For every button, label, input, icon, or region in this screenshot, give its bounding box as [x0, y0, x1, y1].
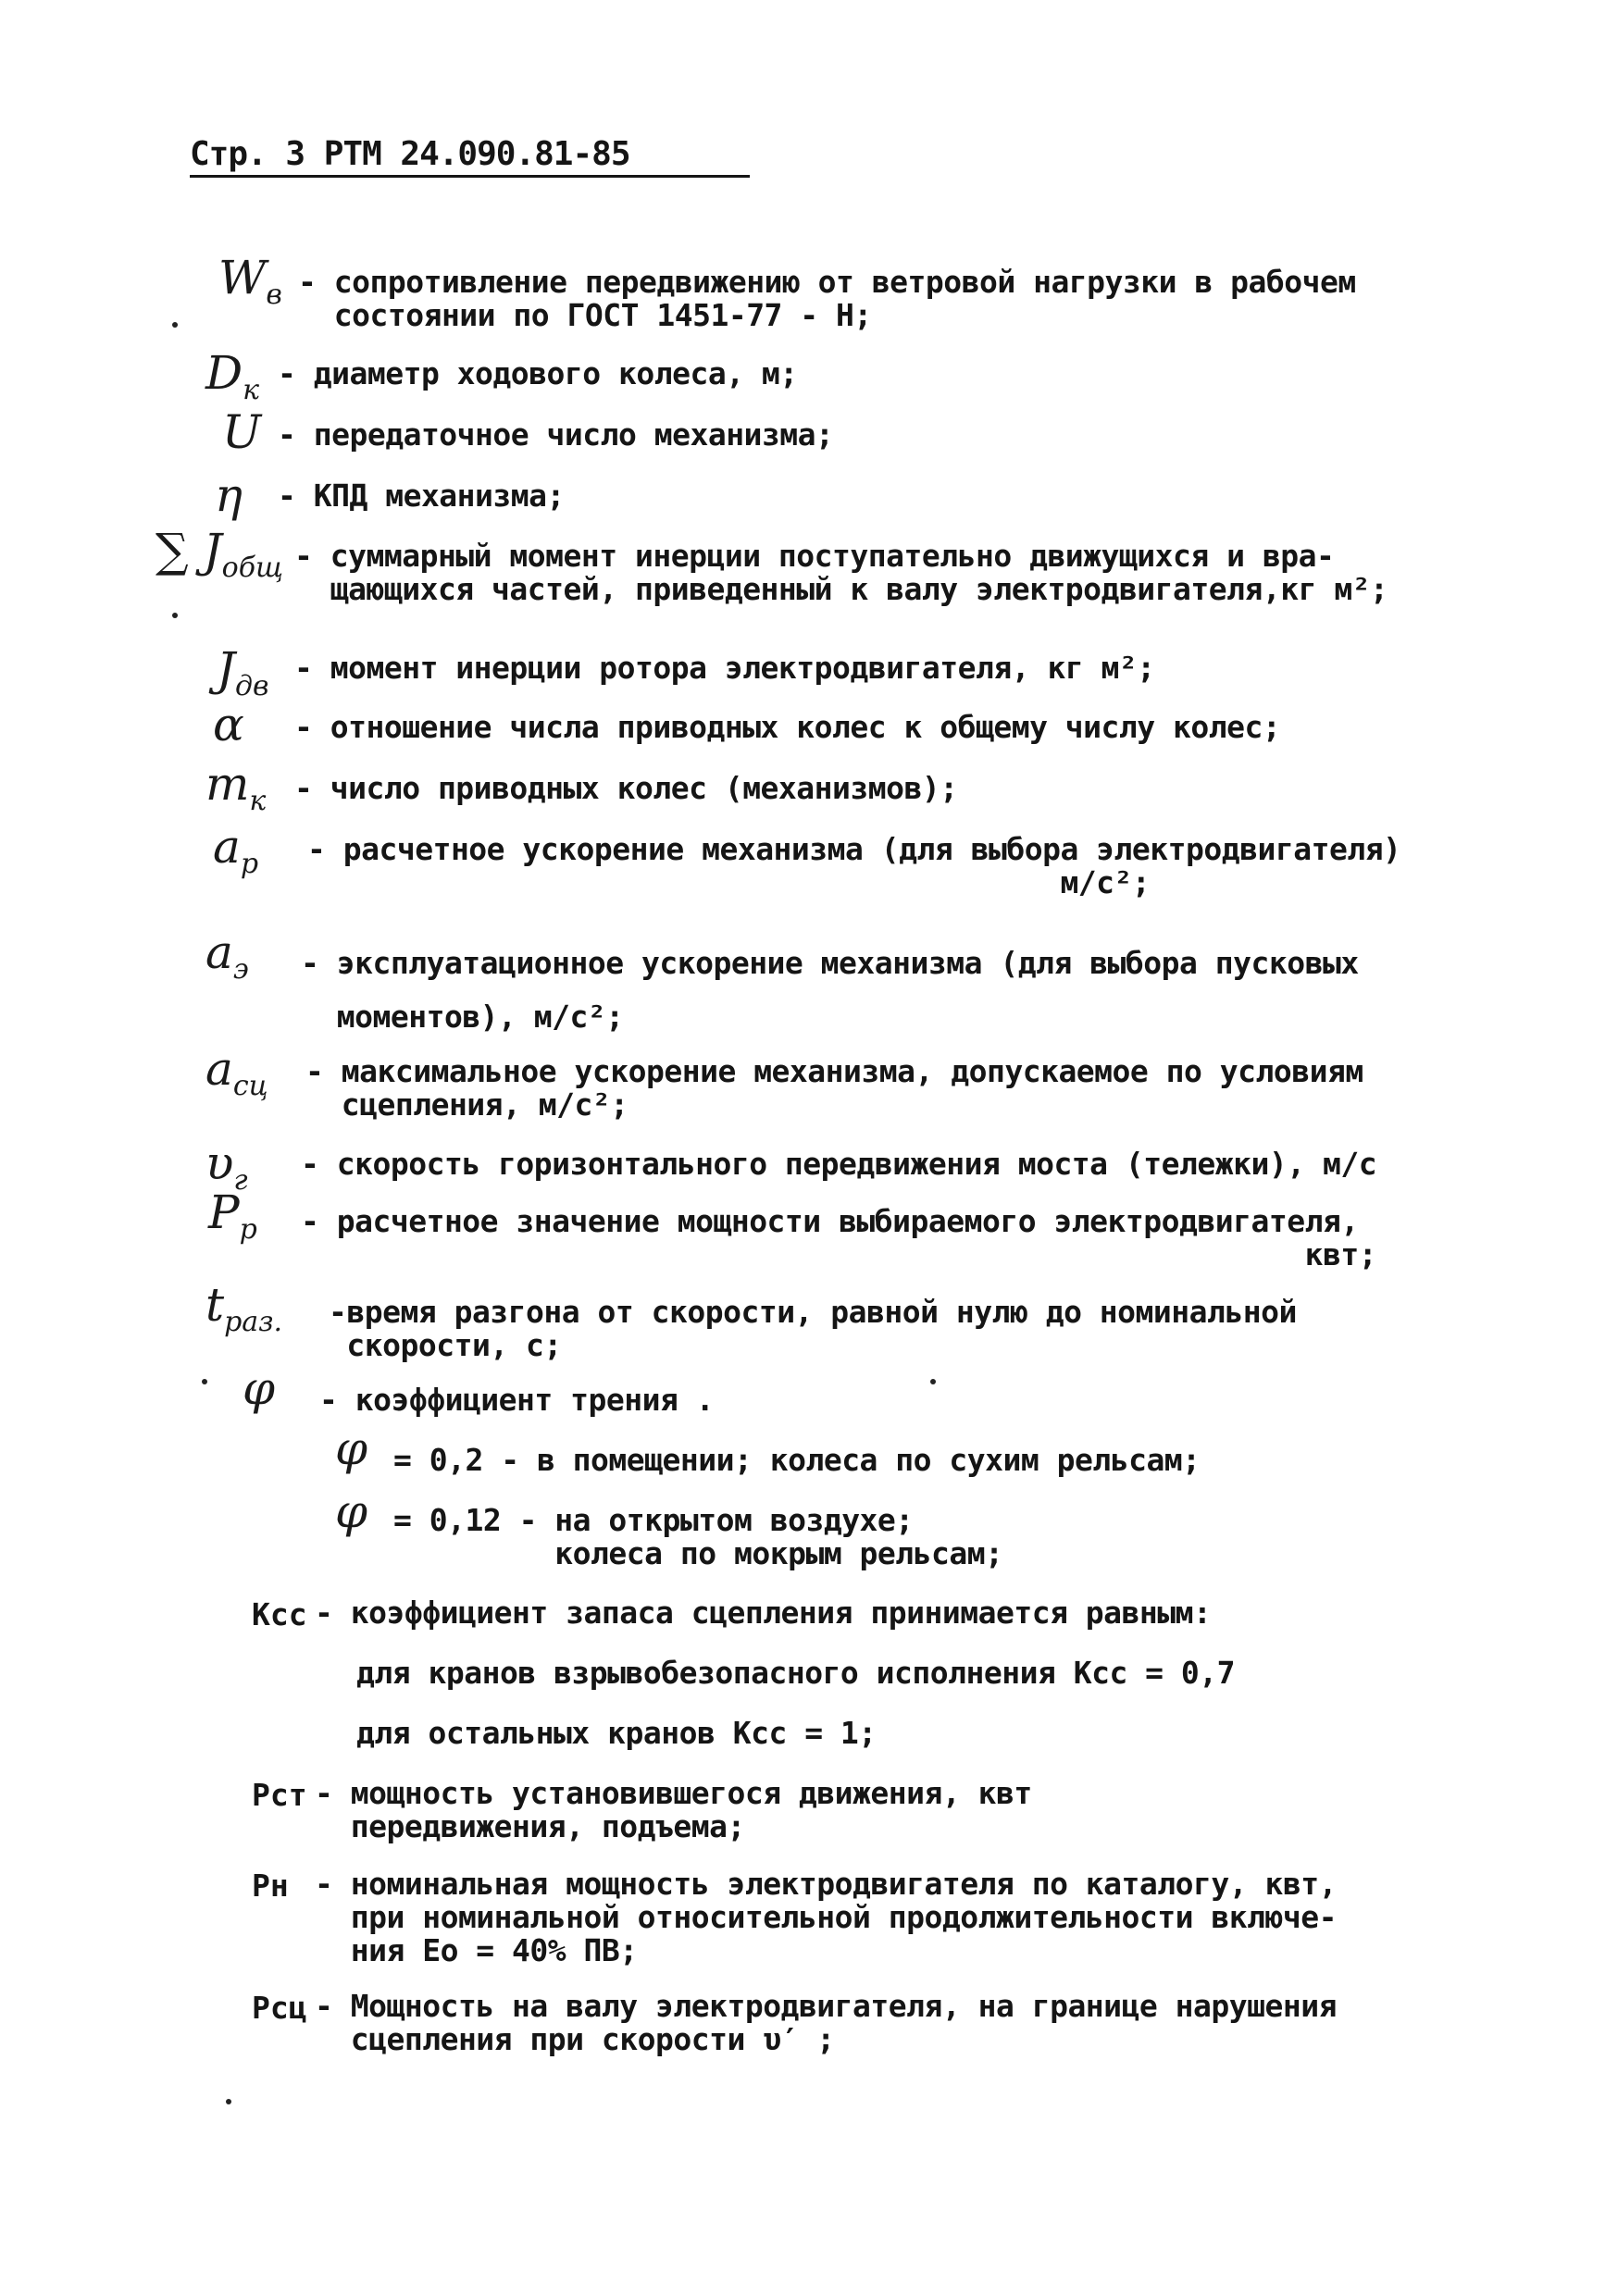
definition-text: - мощность установившегося движения, квт передвижения, подъема;	[315, 1775, 1032, 1844]
symbol-w: $W_в$	[218, 251, 282, 311]
symbol-d: $D_к$	[205, 346, 260, 406]
page-header: Стр. 3 РТМ 24.090.81-85	[190, 135, 750, 178]
scan-speck	[172, 322, 178, 328]
scan-speck	[202, 1379, 207, 1384]
definition-text: - КПД механизма;	[278, 478, 565, 514]
definition-text: - максимальное ускорение механизма, допускаемое по условиям сцепления, м/с²;	[305, 1053, 1363, 1123]
label-ksc: Ксс	[252, 1596, 307, 1632]
symbol-u: U	[222, 405, 262, 459]
definition-text: - скорость горизонтального передвижения моста (тележки), м/с	[301, 1146, 1377, 1182]
symbol-t: $t_{раз.}$	[205, 1278, 283, 1338]
definition-text: - диаметр ходового колеса, м;	[278, 355, 798, 391]
definition-text: - число приводных колес (механизмов);	[294, 770, 958, 806]
symbol-sum-j: ∑ $J_{общ}$	[156, 524, 284, 584]
symbol-alpha: α	[213, 698, 244, 751]
definition-text: - коэффициент запаса сцепления принимается равным:	[315, 1595, 1212, 1631]
definition-text: - суммарный момент инерции поступательно движущихся и вра- щающихся частей, приведенный к валу электродвигателя,кг м²;	[294, 538, 1388, 607]
symbol-phi: φ	[335, 1421, 368, 1475]
definition-text: - расчетное ускорение механизма (для выбора электродвигателя) м/с²;	[307, 831, 1401, 900]
scan-speck	[930, 1379, 936, 1384]
symbol-eta: η	[215, 468, 243, 522]
symbol-phi: φ	[243, 1361, 276, 1415]
label-pn: Рн	[252, 1868, 289, 1904]
text-line: для кранов взрывобезопасного исполнения Ксс = 0,7	[356, 1655, 1236, 1691]
scan-speck	[172, 613, 178, 618]
symbol-phi: φ	[335, 1484, 368, 1538]
definition-text: - расчетное значение мощности выбираемого электродвигателя, квт;	[301, 1203, 1377, 1272]
definition-text: -время разгона от скорости, равной нулю до номинальной скорости, с;	[329, 1294, 1297, 1363]
phi-value-text: = 0,2 - в помещении; колеса по сухим рельсам;	[393, 1442, 1201, 1478]
text-line: для остальных кранов Ксс = 1;	[356, 1715, 877, 1751]
symbol-j-dv: $J_{дв}$	[217, 642, 269, 702]
symbol-a-p: $a_р$	[213, 820, 259, 880]
symbol-p: $P_р$	[208, 1185, 257, 1246]
definition-text: - эксплуатационное ускорение механизма (для выбора пусковых моментов), м/с²;	[301, 945, 1359, 1035]
symbol-a-e: $a_э$	[205, 925, 249, 986]
definition-text: - Мощность на валу электродвигателя, на границе нарушения сцепления при скорости υ′ ;	[315, 1988, 1337, 2057]
label-psc: Рсц	[252, 1990, 307, 2026]
symbol-v: $\upsilon_г$	[205, 1136, 248, 1197]
definition-text: - передаточное число механизма;	[278, 416, 834, 453]
scan-speck	[226, 2099, 231, 2104]
definition-text: - сопротивление передвижению от ветровой нагрузки в рабочем состоянии по ГОСТ 1451-77 - Н;	[298, 264, 1356, 333]
phi-value-text: = 0,12 - на открытом воздухе; колеса по мокрым рельсам;	[393, 1502, 1003, 1571]
symbol-a-sc: $a_{сц}$	[205, 1042, 268, 1102]
definition-text: - отношение числа приводных колес к общему числу колес;	[294, 709, 1281, 745]
label-pst: Рст	[252, 1777, 307, 1813]
symbol-m: $m_к$	[205, 757, 267, 817]
definition-text: - коэффициент трения .	[319, 1382, 715, 1418]
definition-text: - момент инерции ротора электродвигателя, кг м²;	[294, 650, 1155, 686]
definition-text: - номинальная мощность электродвигателя по каталогу, квт, при номинальной относительной продолжительности включе- ния Ео = 40% ПВ;	[315, 1866, 1337, 1968]
